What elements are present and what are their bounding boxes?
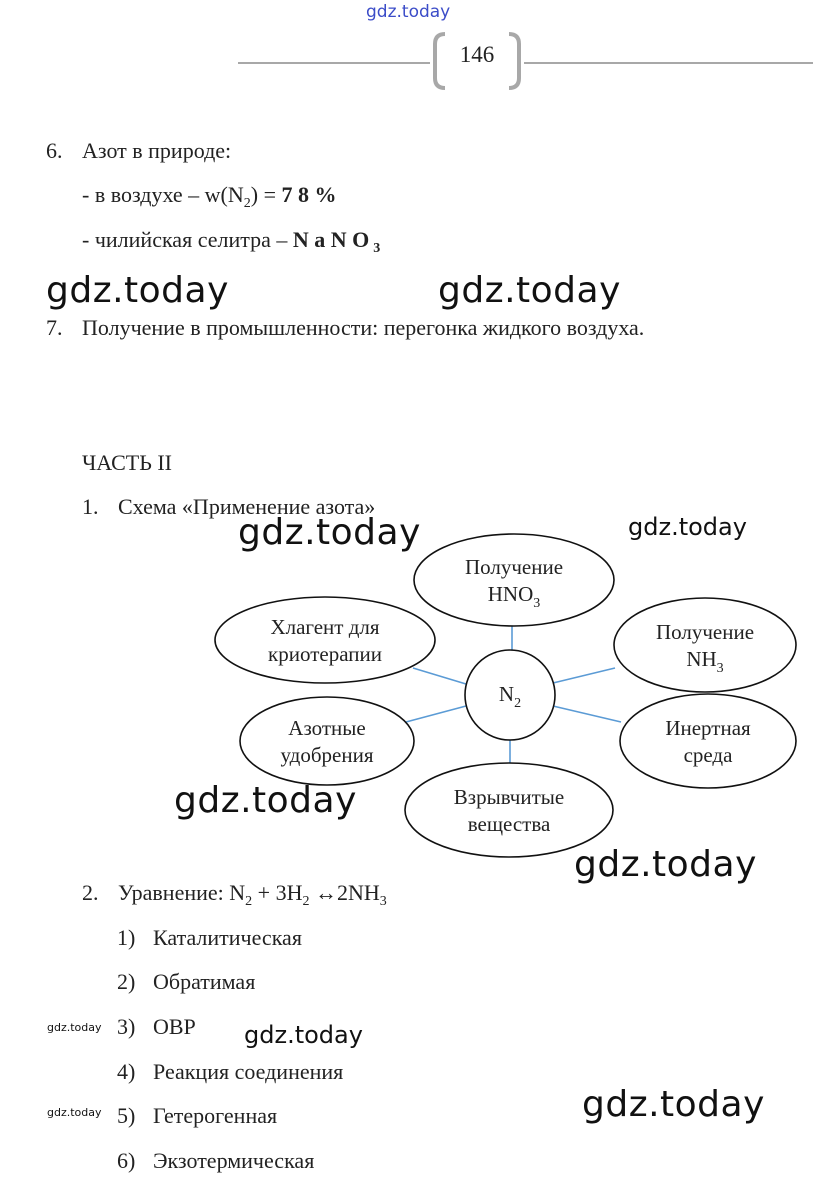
watermark: gdz.today [174, 780, 357, 821]
page-number: 146 [459, 42, 495, 67]
eq-part: N [229, 880, 246, 905]
application-node-ellipse [405, 763, 613, 857]
air-sub: 2 [243, 196, 251, 211]
connector-line [406, 706, 466, 722]
application-node-line2: $HNO_3$ [487, 582, 541, 611]
property-item [117, 969, 255, 995]
property-text: Реакция соединения [153, 1059, 344, 1084]
watermark: gdz.today [47, 1106, 102, 1119]
equation-line [82, 880, 387, 915]
center-node-label: $N_2$ [498, 682, 522, 711]
property-number: 5) [117, 1103, 136, 1128]
air-value: 7 8 % [281, 182, 337, 207]
property-text: Экзотермическая [153, 1148, 315, 1173]
saltpeter-sub: 3 [373, 241, 381, 256]
property-item [117, 1014, 196, 1040]
eq-part: + 3H [252, 880, 303, 905]
item-text: Схема «Применение азота» [118, 494, 376, 519]
application-node-line2: вещества [467, 812, 551, 836]
item-text: Получение в промышленности: перегонка жидкого воздуха. [82, 315, 645, 340]
watermark: gdz.today [238, 512, 421, 553]
eq-sub: 3 [379, 894, 387, 909]
item-text: Азот в природе: [82, 138, 232, 163]
item-number: 2. [82, 880, 99, 905]
application-node-line1: Хлагент для [270, 615, 380, 639]
watermark: gdz.today [244, 1021, 363, 1049]
application-node-line1: Получение [464, 555, 564, 579]
item-number: 7. [46, 315, 63, 340]
watermark: gdz.today [438, 270, 621, 311]
property-number: 2) [117, 969, 136, 994]
air-prefix: - в воздухе – w(N [82, 182, 244, 207]
application-node-ellipse [620, 694, 796, 788]
application-node-line2: $NH_3$ [686, 647, 724, 676]
item-number: 6. [46, 138, 63, 163]
eq-sub: 2 [245, 894, 253, 909]
application-node-line2: криотерапии [268, 642, 382, 666]
application-node-line2: удобрения [280, 743, 374, 767]
equation-label: Уравнение: [118, 880, 230, 905]
item-number: 1. [82, 494, 99, 519]
saltpeter-formula: N a N O [292, 227, 370, 252]
air-suffix: ) = [250, 182, 282, 207]
application-node-line1: Инертная [665, 716, 751, 740]
property-item [117, 1059, 343, 1085]
connector-line [553, 668, 615, 683]
property-number: 1) [117, 925, 136, 950]
application-node-line2: среда [683, 743, 733, 767]
part-heading: ЧАСТЬ II [82, 450, 172, 475]
property-item [117, 1103, 277, 1129]
property-text: ОВР [153, 1014, 196, 1039]
application-node-ellipse [614, 598, 796, 692]
watermark: gdz.today [574, 844, 757, 885]
connector-line [413, 668, 466, 684]
application-node-line1: Азотные [288, 716, 366, 740]
eq-sub: 2 [302, 894, 310, 909]
watermark: gdz.today [582, 1084, 765, 1125]
property-text: Гетерогенная [153, 1103, 278, 1128]
property-item [117, 1148, 314, 1174]
property-text: Каталитическая [153, 925, 302, 950]
property-text: Обратимая [153, 969, 256, 994]
watermark: gdz.today [47, 1021, 102, 1034]
application-node-ellipse [215, 597, 435, 683]
property-number: 6) [117, 1148, 136, 1173]
application-node-line1: Получение [655, 620, 755, 644]
eq-part: 2NH [336, 880, 380, 905]
application-node-line1: Взрывчитые [453, 785, 565, 809]
connector-line [553, 706, 621, 722]
application-node-ellipse [414, 534, 614, 626]
watermark: gdz.today [366, 2, 451, 22]
property-item [117, 925, 302, 951]
saltpeter-prefix: - чилийская селитра – [82, 227, 293, 252]
eq-arrow: ↔ [309, 880, 337, 905]
property-number: 3) [117, 1014, 136, 1039]
watermark: gdz.today [628, 513, 747, 541]
property-number: 4) [117, 1059, 136, 1084]
application-node-ellipse [240, 697, 414, 785]
watermark: gdz.today [46, 270, 229, 311]
